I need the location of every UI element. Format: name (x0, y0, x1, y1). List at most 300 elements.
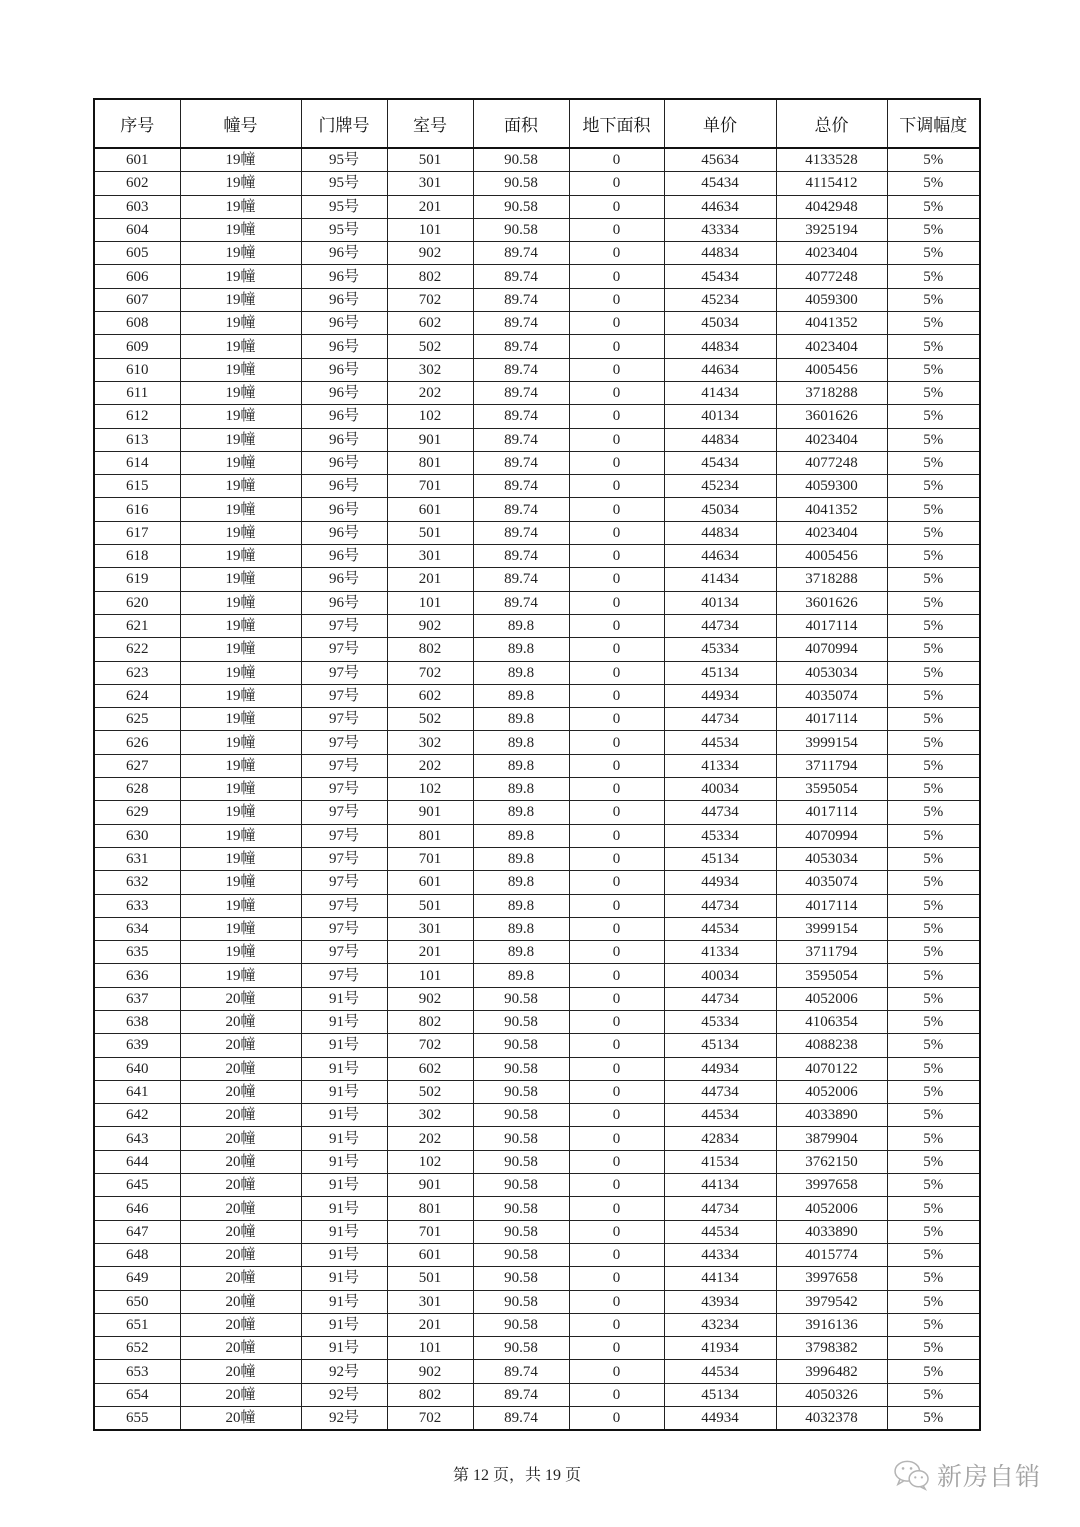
cell-door-number: 96号 (301, 428, 387, 451)
cell-index: 647 (94, 1220, 180, 1243)
cell-building: 20幢 (180, 1313, 301, 1336)
cell-total-price: 4052006 (776, 987, 887, 1010)
cell-underground-area: 0 (569, 1034, 664, 1057)
cell-index: 606 (94, 265, 180, 288)
table-row (94, 335, 980, 358)
cell-door-number: 96号 (301, 381, 387, 404)
cell-building: 20幢 (180, 1337, 301, 1360)
cell-underground-area: 0 (569, 941, 664, 964)
cell-building: 20幢 (180, 1010, 301, 1033)
cell-building: 20幢 (180, 1290, 301, 1313)
cell-building: 20幢 (180, 1104, 301, 1127)
cell-unit-price: 41934 (664, 1337, 776, 1360)
cell-unit-price: 44734 (664, 614, 776, 637)
cell-building: 19幢 (180, 568, 301, 591)
cell-reduction: 5% (887, 871, 980, 894)
cell-room: 102 (387, 778, 473, 801)
cell-unit-price: 43234 (664, 1313, 776, 1336)
cell-area: 89.74 (473, 428, 569, 451)
cell-total-price: 3711794 (776, 754, 887, 777)
cell-door-number: 96号 (301, 335, 387, 358)
cell-index: 627 (94, 754, 180, 777)
cell-index: 649 (94, 1267, 180, 1290)
cell-reduction: 5% (887, 731, 980, 754)
cell-reduction: 5% (887, 568, 980, 591)
table-row (94, 195, 980, 218)
cell-room: 501 (387, 1267, 473, 1290)
table-row (94, 1383, 980, 1406)
cell-room: 101 (387, 591, 473, 614)
cell-reduction: 5% (887, 614, 980, 637)
cell-index: 622 (94, 638, 180, 661)
cell-total-price: 3997658 (776, 1174, 887, 1197)
cell-room: 702 (387, 661, 473, 684)
cell-unit-price: 45034 (664, 498, 776, 521)
cell-reduction: 5% (887, 1407, 980, 1431)
cell-underground-area: 0 (569, 1407, 664, 1431)
cell-total-price: 4115412 (776, 172, 887, 195)
cell-door-number: 97号 (301, 708, 387, 731)
cell-building: 19幢 (180, 218, 301, 241)
table-row (94, 172, 980, 195)
cell-underground-area: 0 (569, 917, 664, 940)
table-row (94, 684, 980, 707)
cell-room: 302 (387, 358, 473, 381)
cell-unit-price: 40134 (664, 591, 776, 614)
cell-underground-area: 0 (569, 1220, 664, 1243)
cell-area: 89.8 (473, 941, 569, 964)
cell-door-number: 91号 (301, 987, 387, 1010)
table-row (94, 1407, 980, 1431)
cell-unit-price: 44834 (664, 521, 776, 544)
cell-index: 613 (94, 428, 180, 451)
cell-underground-area: 0 (569, 614, 664, 637)
cell-total-price: 3595054 (776, 778, 887, 801)
table-row (94, 1104, 980, 1127)
cell-door-number: 91号 (301, 1267, 387, 1290)
cell-total-price: 4059300 (776, 288, 887, 311)
cell-area: 90.58 (473, 1150, 569, 1173)
cell-unit-price: 44634 (664, 195, 776, 218)
cell-door-number: 97号 (301, 941, 387, 964)
cell-index: 615 (94, 475, 180, 498)
cell-unit-price: 44134 (664, 1267, 776, 1290)
cell-total-price: 4052006 (776, 1080, 887, 1103)
table-row (94, 824, 980, 847)
cell-index: 602 (94, 172, 180, 195)
cell-underground-area: 0 (569, 964, 664, 987)
cell-reduction: 5% (887, 801, 980, 824)
table-row (94, 1174, 980, 1197)
cell-index: 625 (94, 708, 180, 731)
cell-underground-area: 0 (569, 824, 664, 847)
cell-area: 90.58 (473, 1313, 569, 1336)
cell-underground-area: 0 (569, 894, 664, 917)
cell-unit-price: 44534 (664, 1360, 776, 1383)
page-footer (453, 1462, 587, 1485)
cell-reduction: 5% (887, 1080, 980, 1103)
cell-building: 19幢 (180, 894, 301, 917)
cell-index: 609 (94, 335, 180, 358)
cell-door-number: 97号 (301, 801, 387, 824)
cell-underground-area: 0 (569, 708, 664, 731)
cell-index: 642 (94, 1104, 180, 1127)
cell-reduction: 5% (887, 1057, 980, 1080)
cell-index: 637 (94, 987, 180, 1010)
table-row (94, 358, 980, 381)
cell-index: 655 (94, 1407, 180, 1431)
cell-area: 90.58 (473, 1290, 569, 1313)
cell-reduction: 5% (887, 381, 980, 404)
cell-underground-area: 0 (569, 1150, 664, 1173)
cell-reduction: 5% (887, 1034, 980, 1057)
cell-room: 302 (387, 731, 473, 754)
cell-building: 19幢 (180, 778, 301, 801)
cell-underground-area: 0 (569, 312, 664, 335)
cell-underground-area: 0 (569, 754, 664, 777)
cell-unit-price: 45234 (664, 475, 776, 498)
cell-room: 301 (387, 1290, 473, 1313)
table-row (94, 265, 980, 288)
cell-total-price: 3711794 (776, 941, 887, 964)
cell-index: 619 (94, 568, 180, 591)
cell-unit-price: 45334 (664, 1010, 776, 1033)
cell-building: 19幢 (180, 381, 301, 404)
cell-total-price: 4050326 (776, 1383, 887, 1406)
cell-door-number: 91号 (301, 1057, 387, 1080)
cell-door-number: 95号 (301, 218, 387, 241)
table-row (94, 475, 980, 498)
cell-unit-price: 44734 (664, 801, 776, 824)
cell-total-price: 4041352 (776, 498, 887, 521)
cell-door-number: 92号 (301, 1360, 387, 1383)
cell-door-number: 91号 (301, 1150, 387, 1173)
cell-total-price: 4035074 (776, 684, 887, 707)
cell-total-price: 4041352 (776, 312, 887, 335)
cell-door-number: 97号 (301, 894, 387, 917)
table-row (94, 405, 980, 428)
cell-area: 90.58 (473, 148, 569, 172)
cell-area: 89.8 (473, 917, 569, 940)
cell-index: 631 (94, 847, 180, 870)
table-row (94, 242, 980, 265)
cell-total-price: 4042948 (776, 195, 887, 218)
cell-door-number: 95号 (301, 195, 387, 218)
cell-underground-area: 0 (569, 1290, 664, 1313)
cell-unit-price: 44734 (664, 894, 776, 917)
cell-room: 601 (387, 1243, 473, 1266)
cell-unit-price: 45334 (664, 824, 776, 847)
cell-index: 607 (94, 288, 180, 311)
cell-reduction: 5% (887, 1337, 980, 1360)
cell-door-number: 97号 (301, 614, 387, 637)
table-row (94, 545, 980, 568)
cell-unit-price: 45434 (664, 265, 776, 288)
cell-area: 89.74 (473, 335, 569, 358)
cell-door-number: 91号 (301, 1010, 387, 1033)
cell-reduction: 5% (887, 148, 980, 172)
cell-room: 602 (387, 1057, 473, 1080)
cell-area: 89.8 (473, 708, 569, 731)
cell-door-number: 91号 (301, 1290, 387, 1313)
cell-room: 701 (387, 1220, 473, 1243)
cell-room: 301 (387, 172, 473, 195)
cell-area: 89.8 (473, 964, 569, 987)
cell-area: 90.58 (473, 172, 569, 195)
cell-area: 89.74 (473, 545, 569, 568)
cell-building: 19幢 (180, 801, 301, 824)
cell-underground-area: 0 (569, 335, 664, 358)
table-row (94, 1080, 980, 1103)
cell-door-number: 97号 (301, 871, 387, 894)
cell-building: 19幢 (180, 614, 301, 637)
cell-reduction: 5% (887, 661, 980, 684)
cell-underground-area: 0 (569, 242, 664, 265)
cell-area: 89.74 (473, 358, 569, 381)
cell-reduction: 5% (887, 987, 980, 1010)
cell-unit-price: 44934 (664, 684, 776, 707)
cell-underground-area: 0 (569, 1057, 664, 1080)
cell-total-price: 4023404 (776, 242, 887, 265)
cell-unit-price: 41334 (664, 941, 776, 964)
cell-reduction: 5% (887, 358, 980, 381)
cell-underground-area: 0 (569, 1174, 664, 1197)
cell-total-price: 4035074 (776, 871, 887, 894)
cell-door-number: 96号 (301, 288, 387, 311)
cell-index: 616 (94, 498, 180, 521)
cell-room: 902 (387, 242, 473, 265)
cell-unit-price: 45434 (664, 172, 776, 195)
cell-index: 640 (94, 1057, 180, 1080)
cell-reduction: 5% (887, 242, 980, 265)
cell-underground-area: 0 (569, 847, 664, 870)
cell-area: 89.74 (473, 451, 569, 474)
cell-unit-price: 45134 (664, 847, 776, 870)
cell-building: 19幢 (180, 265, 301, 288)
cell-unit-price: 41534 (664, 1150, 776, 1173)
cell-building: 19幢 (180, 847, 301, 870)
table-row (94, 288, 980, 311)
table-row (94, 1337, 980, 1360)
cell-area: 89.74 (473, 381, 569, 404)
cell-building: 19幢 (180, 545, 301, 568)
cell-door-number: 92号 (301, 1407, 387, 1431)
cell-index: 630 (94, 824, 180, 847)
cell-building: 19幢 (180, 754, 301, 777)
cell-reduction: 5% (887, 754, 980, 777)
cell-area: 90.58 (473, 1010, 569, 1033)
cell-reduction: 5% (887, 312, 980, 335)
cell-index: 633 (94, 894, 180, 917)
cell-index: 617 (94, 521, 180, 544)
cell-area: 89.74 (473, 405, 569, 428)
cell-underground-area: 0 (569, 288, 664, 311)
cell-area: 89.8 (473, 824, 569, 847)
cell-area: 89.8 (473, 638, 569, 661)
cell-area: 89.74 (473, 521, 569, 544)
cell-area: 89.8 (473, 684, 569, 707)
cell-underground-area: 0 (569, 987, 664, 1010)
cell-underground-area: 0 (569, 1197, 664, 1220)
cell-area: 89.74 (473, 242, 569, 265)
cell-area: 90.58 (473, 1197, 569, 1220)
cell-area: 90.58 (473, 1243, 569, 1266)
cell-building: 19幢 (180, 451, 301, 474)
cell-area: 90.58 (473, 1034, 569, 1057)
cell-unit-price: 44834 (664, 335, 776, 358)
cell-underground-area: 0 (569, 731, 664, 754)
cell-reduction: 5% (887, 1243, 980, 1266)
cell-total-price: 4023404 (776, 335, 887, 358)
cell-unit-price: 44934 (664, 871, 776, 894)
watermark (893, 1457, 1041, 1493)
cell-door-number: 95号 (301, 172, 387, 195)
cell-total-price: 4070994 (776, 824, 887, 847)
table-row (94, 312, 980, 335)
cell-building: 19幢 (180, 941, 301, 964)
table-row (94, 1010, 980, 1033)
cell-index: 641 (94, 1080, 180, 1103)
cell-index: 604 (94, 218, 180, 241)
cell-index: 654 (94, 1383, 180, 1406)
cell-room: 201 (387, 941, 473, 964)
cell-building: 20幢 (180, 1174, 301, 1197)
cell-total-price: 4053034 (776, 847, 887, 870)
cell-underground-area: 0 (569, 265, 664, 288)
cell-total-price: 4053034 (776, 661, 887, 684)
cell-building: 20幢 (180, 1220, 301, 1243)
cell-index: 632 (94, 871, 180, 894)
cell-door-number: 96号 (301, 358, 387, 381)
cell-index: 618 (94, 545, 180, 568)
cell-underground-area: 0 (569, 428, 664, 451)
table-row (94, 754, 980, 777)
cell-underground-area: 0 (569, 521, 664, 544)
cell-room: 202 (387, 754, 473, 777)
cell-area: 90.58 (473, 1220, 569, 1243)
cell-unit-price: 41334 (664, 754, 776, 777)
cell-room: 801 (387, 824, 473, 847)
header-total-price: 总价 (776, 99, 887, 148)
cell-building: 19幢 (180, 405, 301, 428)
cell-underground-area: 0 (569, 1360, 664, 1383)
cell-unit-price: 45134 (664, 1383, 776, 1406)
cell-building: 19幢 (180, 335, 301, 358)
cell-room: 702 (387, 288, 473, 311)
cell-unit-price: 43934 (664, 1290, 776, 1313)
cell-unit-price: 44834 (664, 242, 776, 265)
cell-reduction: 5% (887, 498, 980, 521)
cell-underground-area: 0 (569, 1127, 664, 1150)
table-row (94, 1313, 980, 1336)
cell-reduction: 5% (887, 894, 980, 917)
cell-total-price: 4032378 (776, 1407, 887, 1431)
cell-underground-area: 0 (569, 1337, 664, 1360)
cell-reduction: 5% (887, 964, 980, 987)
cell-reduction: 5% (887, 1220, 980, 1243)
cell-room: 201 (387, 195, 473, 218)
cell-reduction: 5% (887, 1360, 980, 1383)
table-row (94, 987, 980, 1010)
cell-unit-price: 44134 (664, 1174, 776, 1197)
cell-total-price: 3718288 (776, 381, 887, 404)
cell-area: 89.74 (473, 568, 569, 591)
cell-index: 621 (94, 614, 180, 637)
cell-total-price: 4070994 (776, 638, 887, 661)
cell-door-number: 91号 (301, 1174, 387, 1197)
cell-room: 102 (387, 405, 473, 428)
cell-room: 801 (387, 451, 473, 474)
cell-underground-area: 0 (569, 195, 664, 218)
cell-reduction: 5% (887, 405, 980, 428)
cell-unit-price: 44534 (664, 917, 776, 940)
cell-building: 20幢 (180, 1243, 301, 1266)
cell-index: 645 (94, 1174, 180, 1197)
table-row (94, 847, 980, 870)
cell-room: 901 (387, 1174, 473, 1197)
cell-index: 610 (94, 358, 180, 381)
cell-reduction: 5% (887, 1313, 980, 1336)
table-row (94, 1034, 980, 1057)
cell-area: 89.8 (473, 847, 569, 870)
cell-underground-area: 0 (569, 148, 664, 172)
cell-area: 90.58 (473, 1104, 569, 1127)
cell-unit-price: 44534 (664, 1104, 776, 1127)
cell-room: 701 (387, 847, 473, 870)
cell-total-price: 4033890 (776, 1104, 887, 1127)
cell-door-number: 91号 (301, 1197, 387, 1220)
cell-building: 19幢 (180, 428, 301, 451)
header-reduction: 下调幅度 (887, 99, 980, 148)
cell-index: 636 (94, 964, 180, 987)
header-row (94, 99, 980, 148)
cell-unit-price: 44734 (664, 1080, 776, 1103)
cell-building: 19幢 (180, 638, 301, 661)
cell-underground-area: 0 (569, 358, 664, 381)
cell-total-price: 4070122 (776, 1057, 887, 1080)
cell-reduction: 5% (887, 708, 980, 731)
cell-unit-price: 44634 (664, 358, 776, 381)
cell-building: 20幢 (180, 1034, 301, 1057)
cell-door-number: 91号 (301, 1220, 387, 1243)
cell-room: 702 (387, 1407, 473, 1431)
cell-reduction: 5% (887, 451, 980, 474)
cell-unit-price: 44834 (664, 428, 776, 451)
header-building: 幢号 (180, 99, 301, 148)
cell-area: 89.74 (473, 312, 569, 335)
cell-reduction: 5% (887, 778, 980, 801)
cell-underground-area: 0 (569, 684, 664, 707)
table-row (94, 498, 980, 521)
cell-area: 89.8 (473, 801, 569, 824)
cell-room: 902 (387, 1360, 473, 1383)
cell-index: 623 (94, 661, 180, 684)
cell-reduction: 5% (887, 218, 980, 241)
cell-unit-price: 44734 (664, 708, 776, 731)
header-door-number: 门牌号 (301, 99, 387, 148)
cell-index: 646 (94, 1197, 180, 1220)
cell-door-number: 96号 (301, 451, 387, 474)
cell-building: 20幢 (180, 1407, 301, 1431)
cell-building: 19幢 (180, 475, 301, 498)
cell-total-price: 4017114 (776, 801, 887, 824)
cell-area: 89.8 (473, 754, 569, 777)
cell-room: 601 (387, 871, 473, 894)
table-row (94, 451, 980, 474)
cell-building: 20幢 (180, 1080, 301, 1103)
cell-reduction: 5% (887, 428, 980, 451)
cell-total-price: 4023404 (776, 521, 887, 544)
